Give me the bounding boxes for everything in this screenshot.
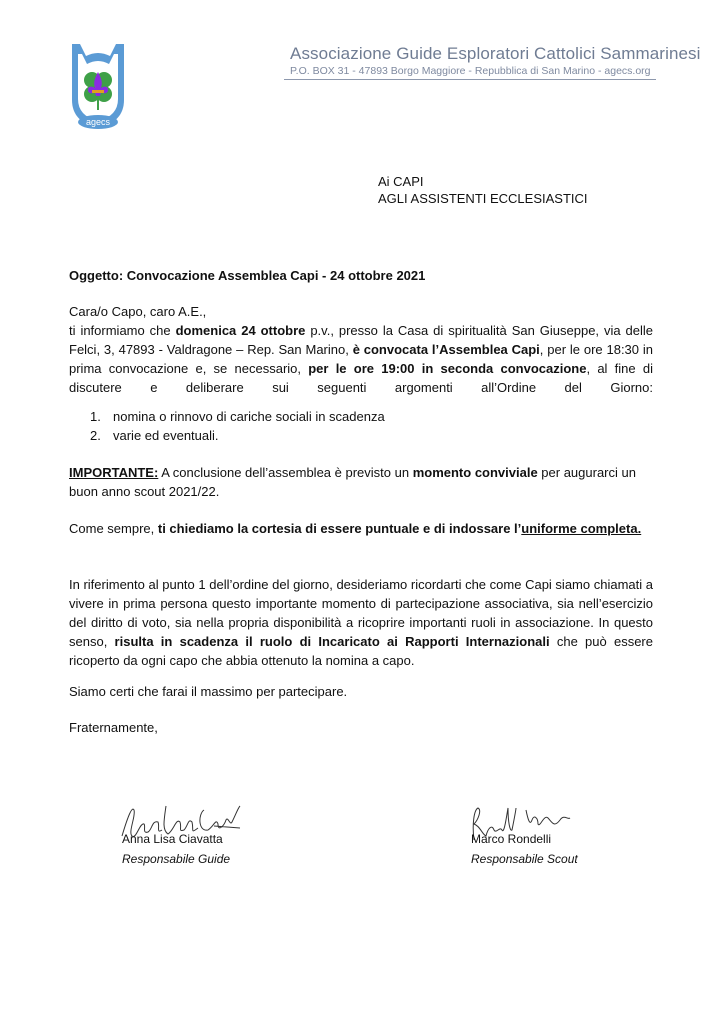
association-name: Associazione Guide Esploratori Cattolici Sammarinesi [290, 44, 701, 63]
reference-paragraph: In riferimento al punto 1 dell’ordine del giorno, desideriamo ricordarti che come Capi siamo chiamati a vivere in prima persona questo importante momento di partecipazione associativa, sia nell’esercizio del diritto di voto, sia nella propria disponibilità a ricoprire importanti ruoli in associazione. In questo senso, risulta in scadenza il ruolo di Incaricato ai Rapporti Internazionali che può essere ricoperto da ogni capo che abbia ottenuto la nomina a capo. [69, 577, 653, 668]
signatory-name: Marco Rondelli [471, 832, 552, 846]
signatory-role: Responsabile Scout [471, 852, 578, 866]
agecs-logo [66, 42, 130, 132]
uniform-highlight: uniforme completa. [521, 521, 642, 536]
important-paragraph: IMPORTANTE: A conclusione dell’assemblea è previsto un momento conviviale per augurarci un buon anno scout 2021/22. [69, 465, 636, 499]
logo-text: agecs [85, 117, 111, 127]
recipients-block [378, 173, 588, 207]
role-expiry-highlight: risulta in scadenza il ruolo di Incaricato ai Rapporti Internazionali [114, 634, 550, 649]
recipient-line: AGLI ASSISTENTI ECCLESIASTICI [378, 191, 588, 206]
intro-paragraph: ti informiamo che domenica 24 ottobre p.v., presso la Casa di spiritualità San Giuseppe, via delle Felci, 3, 47893 - Valdragone – Rep. San Marino, è convocata l’Assemblea Capi, per le ore 18:30 in prima convocazione e, se necessario, per le ore 19:00 in seconda convocazione, al fine di discutere e deliberare sui seguenti argomenti all’Ordine del Giorno: [69, 323, 654, 395]
important-label: IMPORTANTE: [69, 465, 159, 480]
salutation: Cara/o Capo, caro A.E., [69, 304, 207, 319]
signatory-role: Responsabile Guide [122, 852, 231, 866]
convocation-notice: è convocata l’Assemblea Capi [352, 342, 540, 357]
list-item: 2. varie ed eventuali. [90, 428, 219, 443]
agenda-list [90, 407, 385, 445]
conviviale-highlight: momento conviviale [412, 465, 538, 480]
second-convocation: per le ore 19:00 in seconda convocazione [308, 361, 587, 376]
signatory-name: Anna Lisa Ciavatta [122, 832, 223, 846]
subject-line: Oggetto: Convocazione Assemblea Capi - 24 ottobre 2021 [69, 268, 426, 283]
header-divider [284, 79, 656, 80]
closing-sentence: Siamo certi che farai il massimo per partecipare. [69, 684, 348, 699]
recipient-line: Ai CAPI [378, 174, 424, 189]
valediction: Fraternamente, [69, 720, 158, 735]
association-address: P.O. BOX 31 - 47893 Borgo Maggiore - Repubblica di San Marino - agecs.org [290, 65, 651, 77]
dress-code-paragraph: Come sempre, ti chiediamo la cortesia di essere puntuale e di indossare l’uniforme completa. [69, 521, 642, 536]
meeting-date: domenica 24 ottobre [175, 323, 306, 338]
list-item: 1. nomina o rinnovo di cariche sociali in scadenza [90, 409, 385, 424]
